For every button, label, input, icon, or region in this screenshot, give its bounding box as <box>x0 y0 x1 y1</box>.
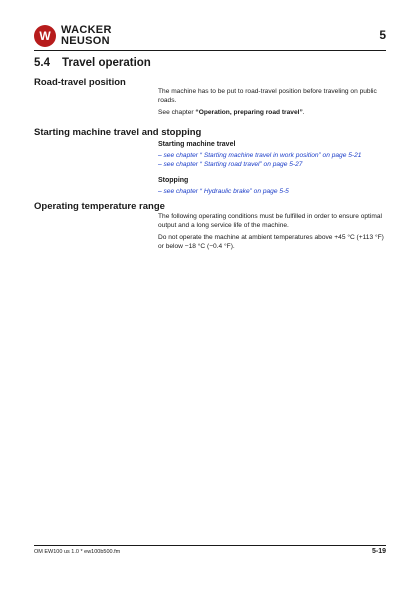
road-travel-text: The machine has to be put to road-travel position before traveling on public roads. <box>158 88 377 104</box>
starting-body <box>158 140 388 196</box>
link-starting-road-travel[interactable]: – see chapter “ Starting road travel” on page 5-27 <box>158 161 303 168</box>
logo-text <box>61 25 112 47</box>
wacker-neuson-logo-icon <box>34 25 56 47</box>
subheading-starting-travel: Starting machine travel <box>158 141 236 148</box>
chapter-number: 5 <box>379 28 386 42</box>
heading-operating-temperature: Operating temperature range <box>34 201 165 212</box>
footer-divider <box>34 545 386 546</box>
section-title <box>34 57 151 69</box>
page-number: 5-19 <box>371 548 386 555</box>
road-travel-see-ref: “Operation, preparing road travel” <box>195 109 303 116</box>
temperature-limits-text: Do not operate the machine at ambient temperatures above +45 °C (+113 °F) or below −18 °C (−0.4 °F). <box>158 234 384 250</box>
logo-line-1: WACKER <box>61 24 112 36</box>
logo-mark-letter: W <box>39 29 51 43</box>
road-travel-see-chapter: See chapter “Operation, preparing road travel”. <box>158 109 305 116</box>
logo-line-2: NEUSON <box>61 35 110 47</box>
header-divider <box>34 50 386 51</box>
subheading-stopping: Stopping <box>158 177 189 184</box>
link-hydraulic-brake[interactable]: – see chapter “ Hydraulic brake” on page 5-5 <box>158 188 289 195</box>
footer-document-id: OM EW100 us 1.0 * ew100b500.fm <box>34 549 121 555</box>
temperature-conditions-text: The following operating conditions must be fulfilled in order to ensure optimal output and a long service life of the machine. <box>158 213 382 229</box>
road-travel-body <box>158 87 388 120</box>
temperature-body <box>158 212 388 254</box>
link-starting-work-position[interactable]: – see chapter “ Starting machine travel in work position” on page 5-21 <box>158 152 362 159</box>
page-header <box>34 22 386 52</box>
section-number: 5.4 <box>34 57 50 69</box>
heading-road-travel: Road-travel position <box>34 77 126 88</box>
section-title-text: Travel operation <box>62 57 151 69</box>
heading-starting-stopping: Starting machine travel and stopping <box>34 127 202 138</box>
